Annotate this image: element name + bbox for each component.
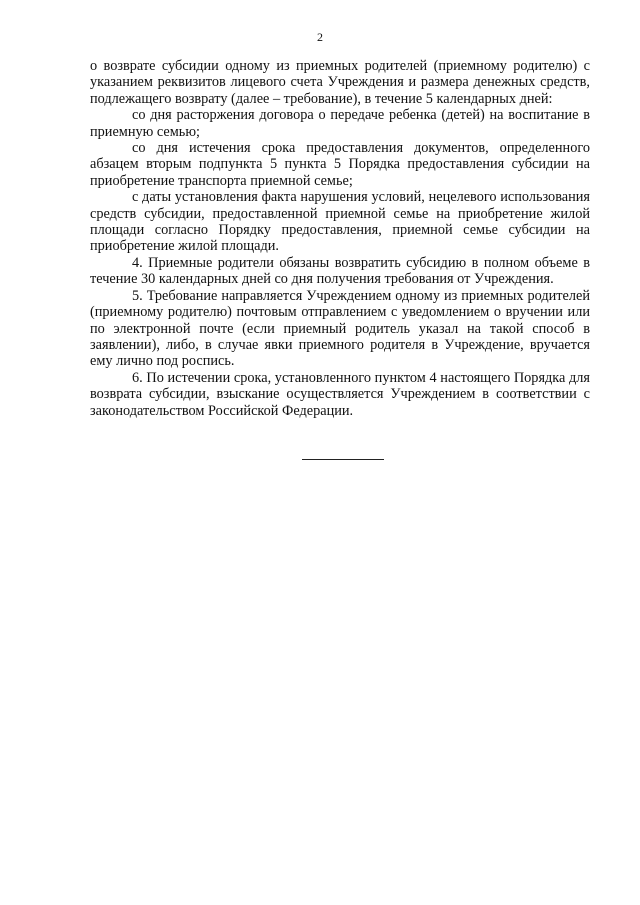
page-number: 2: [317, 30, 323, 44]
paragraph-item-4: 4. Приемные родители обязаны возвратить субсидию в полном объеме в течение 30 календарных дней со дня получения требования от Учреждения.: [90, 254, 590, 288]
paragraph-item-5: 5. Требование направляется Учреждением одному из приемных родителей (приемному родителю) почтовым отправлением с уведомлением о вручении или по электронной почте (если приемный родитель указал на такой способ в заявлении), либо, в случае явки приемного родителя в Учреждение, вручается ему лично под роспись.: [90, 287, 590, 370]
document-body: [90, 58, 590, 419]
end-of-document-rule: [302, 459, 384, 460]
paragraph-violation-date: с даты установления факта нарушения условий, нецелевого использования средств субсидии, предоставленной приемной семье на приобретение жилой площади согласно Порядку предоставления, приемной семье субсидии на приобретение жилой площади.: [90, 189, 590, 255]
paragraph-contract-termination: со дня расторжения договора о передаче ребенка (детей) на воспитание в приемную семью;: [90, 107, 590, 140]
paragraph-refund-request: о возврате субсидии одному из приемных родителей (приемному родителю) с указанием реквизитов лицевого счета Учреждения и размера денежных средств, подлежащего возврату (далее – требование), в течение 5 календарных дней:: [90, 58, 590, 107]
paragraph-item-6: 6. По истечении срока, установленного пунктом 4 настоящего Порядка для возврата субсидии, взыскание осуществляется Учреждением в соответствии с законодательством Российской Федерации.: [90, 369, 590, 419]
paragraph-document-deadline: со дня истечения срока предоставления документов, определенного абзацем вторым подпункта 5 пункта 5 Порядка предоставления субсидии на приобретение транспорта приемной семье;: [90, 140, 590, 189]
